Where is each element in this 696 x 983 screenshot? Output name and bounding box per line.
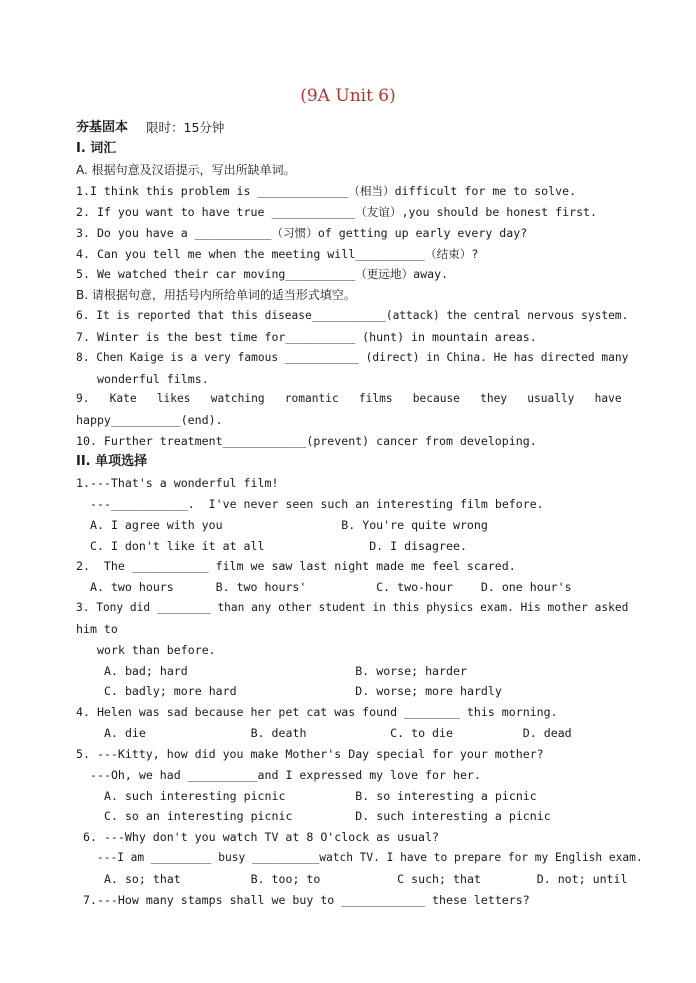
choice-q6-reply: ---I am _________ busy __________watch TV. I have to prepare for my English exam. xyxy=(97,851,643,864)
choice-q1: 1.---That's a wonderful film! xyxy=(76,476,279,490)
choice-q3-cont2: work than before. xyxy=(97,643,216,657)
part-a-instruction: A. 根据句意及汉语提示，写出所缺单词。 xyxy=(76,163,296,177)
form-question-8: 8. Chen Kaige is a very famous ___________ (direct) in China. He has directed many xyxy=(76,351,629,364)
form-question-8-cont: wonderful films. xyxy=(97,372,209,386)
choice-q7: 7.---How many stamps shall we buy to ____________ these letters? xyxy=(83,893,530,907)
choice-q5: 5. ---Kitty, how did you make Mother's Day special for your mother? xyxy=(76,747,544,761)
vocab-question-2: 2. If you want to have true ____________（友谊）,you should be honest first. xyxy=(76,205,598,219)
choice-q4-options: A. die B. death C. to die D. dead xyxy=(104,726,572,740)
header-label: 夯基固本 xyxy=(76,120,129,135)
section-heading-choice: II. 单项选择 xyxy=(76,454,148,469)
choice-q5-reply: ---Oh, we had __________and I expressed my love for her. xyxy=(90,768,481,782)
vocab-question-5: 5. We watched their car moving__________（更远地）away. xyxy=(76,267,449,281)
choice-q3-options-ab: A. bad; hard B. worse; harder xyxy=(104,664,467,678)
choice-q5-options-cd: C. so an interesting picnic D. such interesting a picnic xyxy=(104,809,551,823)
choice-q1-options-cd: C. I don't like it at all D. I disagree. xyxy=(90,539,467,553)
choice-q4: 4. Helen was sad because her pet cat was found ________ this morning. xyxy=(76,705,558,719)
part-b-instruction: B. 请根据句意，用括号内所给单词的适当形式填空。 xyxy=(76,288,356,302)
choice-q2: 2. The ___________ film we saw last night made me feel scared. xyxy=(76,559,516,573)
form-question-7: 7. Winter is the best time for__________ (hunt) in mountain areas. xyxy=(76,330,537,344)
form-question-6: 6. It is reported that this disease___________(attack) the central nervous system. xyxy=(76,309,629,322)
choice-q3: 3. Tony did ________ than any other student in this physics exam. His mother asked xyxy=(76,601,629,614)
choice-q5-options-ab: A. such interesting picnic B. so interesting a picnic xyxy=(104,789,537,803)
choice-q6-options: A. so; that B. too; to C such; that D. not; until xyxy=(104,872,628,886)
choice-q6: 6. ---Why don't you watch TV at 8 O'clock as usual? xyxy=(83,830,439,844)
choice-q1-options-ab: A. I agree with you B. You're quite wrong xyxy=(90,518,488,532)
form-question-9: 9. Kate likes watching romantic films because they usually have xyxy=(76,392,622,405)
choice-q1-reply: ---___________. I've never seen such an interesting film before. xyxy=(90,497,544,511)
choice-q2-options: A. two hours B. two hours' C. two-hour D. one hour's xyxy=(90,580,572,594)
choice-q3-options-cd: C. badly; more hard D. worse; more hardly xyxy=(104,684,502,698)
form-question-10: 10. Further treatment____________(prevent) cancer from developing. xyxy=(76,434,537,448)
page-title: (9A Unit 6) xyxy=(300,86,396,106)
choice-q3-cont: him to xyxy=(76,622,118,636)
vocab-question-3: 3. Do you have a ___________（习惯）of getting up early every day? xyxy=(76,226,528,240)
vocab-question-4: 4. Can you tell me when the meeting will__________（结束）? xyxy=(76,247,479,261)
form-question-9-cont: happy__________(end). xyxy=(76,413,223,427)
section-heading-vocab: I. 词汇 xyxy=(76,141,117,156)
time-limit: 限时：15分钟 xyxy=(146,120,225,135)
vocab-question-1: 1.I think this problem is _____________（相当）difficult for me to solve. xyxy=(76,184,577,198)
